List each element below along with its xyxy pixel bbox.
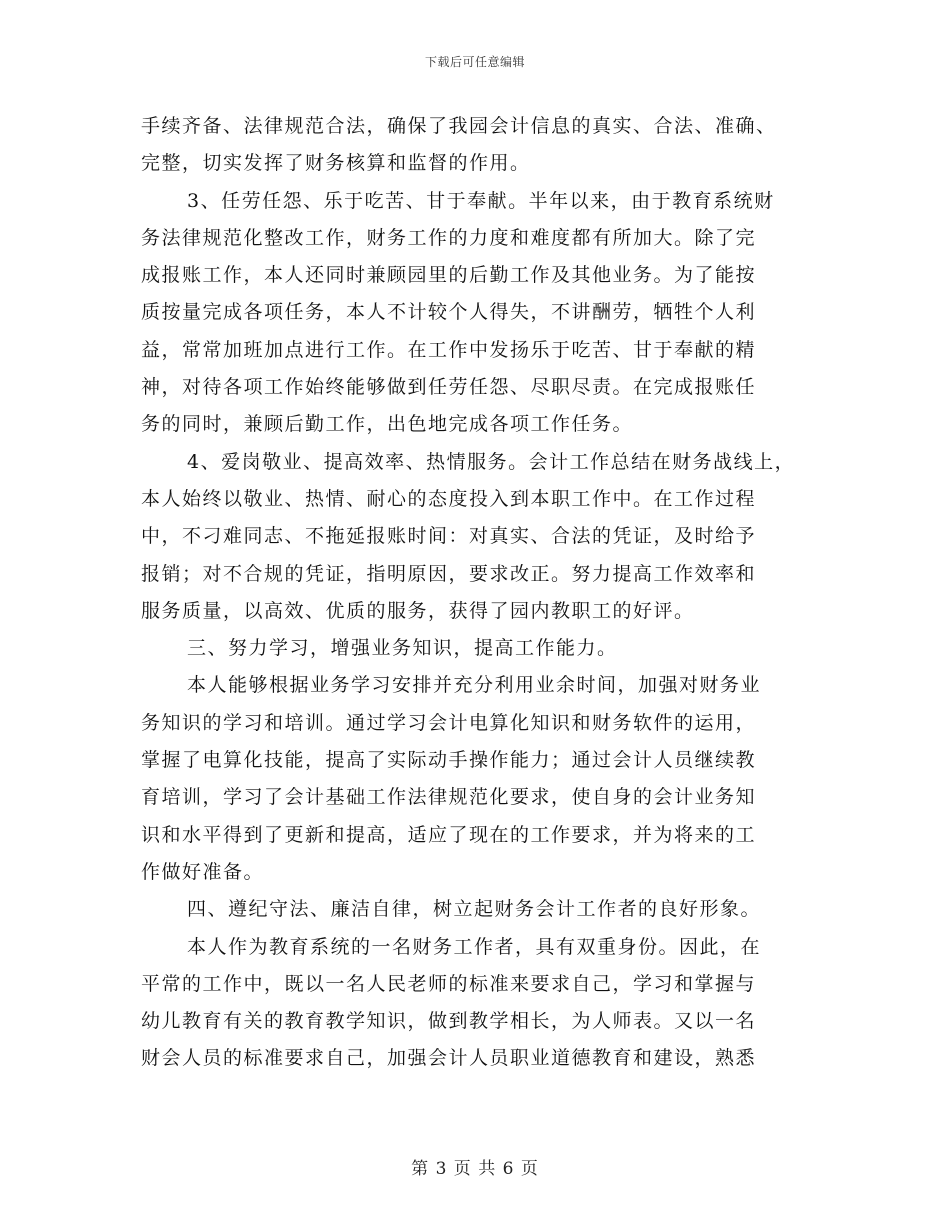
- text-line: 务的同时，兼顾后勤工作，出色地完成各项工作任务。: [141, 413, 634, 436]
- text-line: 掌握了电算化技能，提高了实际动手操作能力；通过会计人员继续教: [141, 749, 757, 772]
- paragraph-start-line: 3、任劳任怨、乐于吃苦、甘于奉献。半年以来，由于教育系统财: [187, 189, 775, 212]
- paragraph-start-line: 4、爱岗敬业、提高效率、热情服务。会计工作总结在财务战线上，: [187, 450, 796, 473]
- text-line: 育培训，学习了会计基础工作法律规范化要求，使自身的会计业务知: [141, 786, 757, 809]
- document-body: [141, 108, 813, 1078]
- text-line: 财会人员的标准要求自己，加强会计人员职业道德教育和建设，熟悉: [141, 1047, 757, 1070]
- text-line: 服务质量，以高效、优质的服务，获得了园内教职工的好评。: [141, 599, 695, 622]
- text-line: 幼儿教育有关的教育教学知识，做到教学相长，为人师表。又以一名: [141, 1010, 757, 1033]
- text-line: 中，不刁难同志、不拖延报账时间：对真实、合法的凭证，及时给予: [141, 525, 757, 548]
- text-line: 报销；对不合规的凭证，指明原因，要求改正。努力提高工作效率和: [141, 562, 757, 585]
- text-line: 神，对待各项工作始终能够做到任劳任怨、尽职尽责。在完成报账任: [141, 376, 757, 399]
- text-line: 务知识的学习和培训。通过学习会计电算化知识和财务软件的运用，: [141, 711, 757, 734]
- text-line: 本人始终以敬业、热情、耐心的态度投入到本职工作中。在工作过程: [141, 487, 757, 510]
- text-line: 成报账工作，本人还同时兼顾园里的后勤工作及其他业务。为了能按: [141, 264, 757, 287]
- page-footer: 第 3 页 共 6 页: [411, 1159, 539, 1179]
- section-heading-line: 四、遵纪守法、廉洁自律，树立起财务会计工作者的良好形象。: [187, 898, 762, 921]
- text-line: 完整，切实发挥了财务核算和监督的作用。: [141, 152, 531, 175]
- paragraph-start-line: 本人能够根据业务学习安排并充分利用业余时间，加强对财务业: [187, 674, 762, 697]
- text-line: 平常的工作中，既以一名人民老师的标准来要求自己，学习和掌握与: [141, 972, 757, 995]
- text-line: 识和水平得到了更新和提高，适应了现在的工作要求，并为将来的工: [141, 823, 757, 846]
- section-heading-line: 三、努力学习，增强业务知识，提高工作能力。: [187, 637, 618, 660]
- text-line: 益，常常加班加点进行工作。在工作中发扬乐于吃苦、甘于奉献的精: [141, 338, 757, 361]
- text-line: 手续齐备、法律规范合法，确保了我园会计信息的真实、合法、准确、: [141, 115, 777, 137]
- text-line: 务法律规范化整改工作，财务工作的力度和难度都有所加大。除了完: [141, 226, 757, 249]
- text-line: 作做好准备。: [141, 860, 265, 883]
- text-line: 质按量完成各项任务，本人不计较个人得失，不讲酬劳，牺牲个人利: [141, 301, 757, 324]
- paragraph-start-line: 本人作为教育系统的一名财务工作者，具有双重身份。因此，在: [187, 935, 762, 958]
- page-header: 下载后可任意编辑: [424, 55, 525, 69]
